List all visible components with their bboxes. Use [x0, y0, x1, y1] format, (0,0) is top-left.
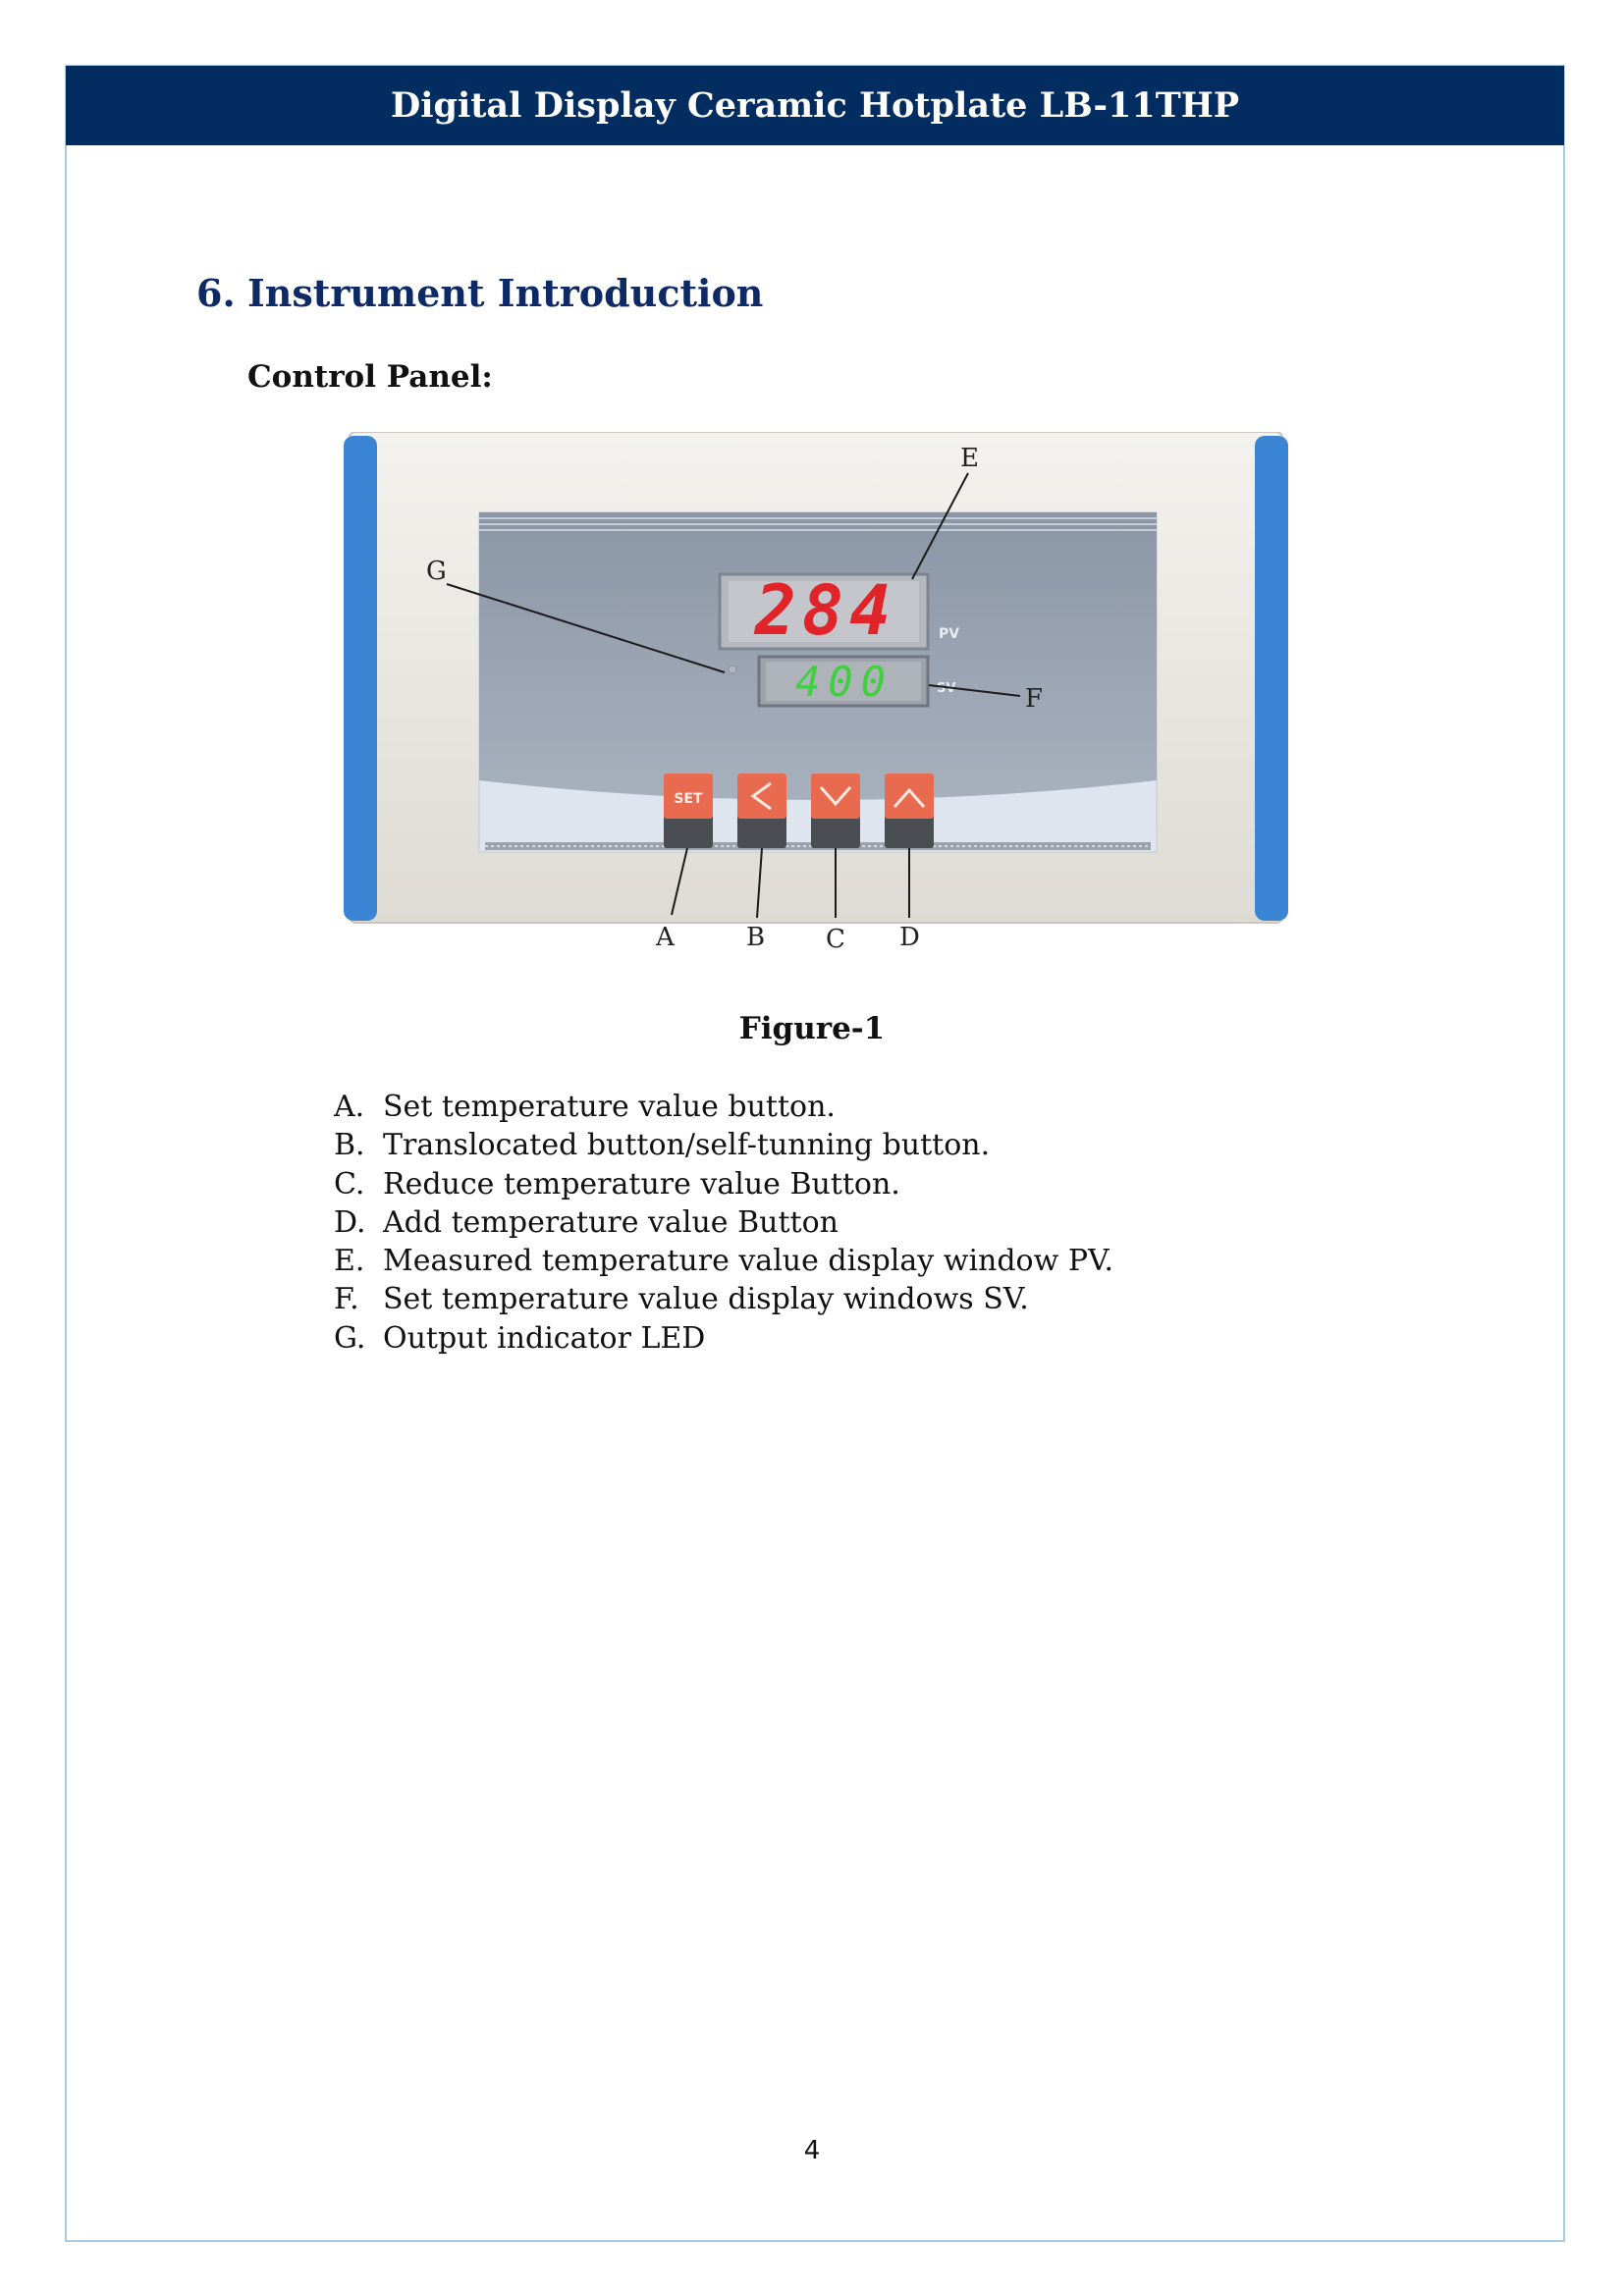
pv-tag: PV: [939, 626, 960, 642]
list-item-letter: A.: [334, 1090, 365, 1124]
list-item: [334, 1242, 1113, 1280]
callout-a: A: [656, 923, 675, 952]
sv-tag: SV: [937, 681, 956, 696]
document-title: Digital Display Ceramic Hotplate LB-11THP: [390, 85, 1240, 126]
list-item: [334, 1165, 1113, 1203]
list-item-text: Add temperature value Button: [383, 1204, 839, 1240]
list-item-text: Output indicator LED: [383, 1320, 706, 1356]
set-button-label: SET: [674, 791, 703, 807]
list-item: [334, 1319, 1113, 1358]
callout-g: G: [426, 557, 447, 586]
document-header: [66, 66, 1564, 145]
pv-value: 284: [754, 570, 897, 651]
list-item: [334, 1126, 1113, 1164]
left-side-trim: [344, 436, 377, 921]
list-item-letter: E.: [334, 1244, 365, 1279]
list-item-text: Translocated button/self-tunning button.: [383, 1128, 991, 1163]
sv-value: 400: [795, 658, 893, 706]
control-panel-subheading: Control Panel:: [247, 359, 493, 395]
output-indicator-led: [729, 666, 736, 673]
list-item-letter: C.: [334, 1166, 365, 1201]
control-panel-figure: [342, 432, 1294, 982]
list-item: [334, 1203, 1113, 1242]
list-item: [334, 1280, 1113, 1318]
callout-e: E: [960, 444, 979, 473]
right-side-trim: [1255, 436, 1288, 921]
list-item-letter: F.: [334, 1282, 359, 1317]
section-number: 6.: [196, 271, 236, 315]
left-button: [737, 774, 786, 848]
list-item-text: Set temperature value button.: [383, 1090, 836, 1124]
list-item-letter: G.: [334, 1320, 366, 1356]
list-item-text: Measured temperature value display window PV.: [383, 1244, 1113, 1279]
page-number: 4: [803, 2136, 821, 2165]
section-heading: [196, 271, 763, 315]
down-button: [811, 774, 860, 848]
callout-d: D: [899, 923, 920, 952]
callout-f: F: [1025, 684, 1044, 714]
section-title: Instrument Introduction: [247, 271, 764, 315]
callout-c: C: [826, 925, 845, 954]
figure-caption: Figure-1: [738, 1011, 886, 1046]
list-item-letter: B.: [334, 1128, 365, 1163]
list-item: [334, 1088, 1113, 1126]
legend-list: [334, 1088, 1113, 1358]
set-button: [664, 774, 713, 848]
callout-b: B: [746, 923, 766, 952]
list-item-letter: D.: [334, 1204, 366, 1240]
list-item-text: Set temperature value display windows SV.: [383, 1282, 1029, 1317]
up-button: [885, 774, 934, 848]
control-panel-illustration: [342, 432, 1294, 982]
list-item-text: Reduce temperature value Button.: [383, 1166, 900, 1201]
